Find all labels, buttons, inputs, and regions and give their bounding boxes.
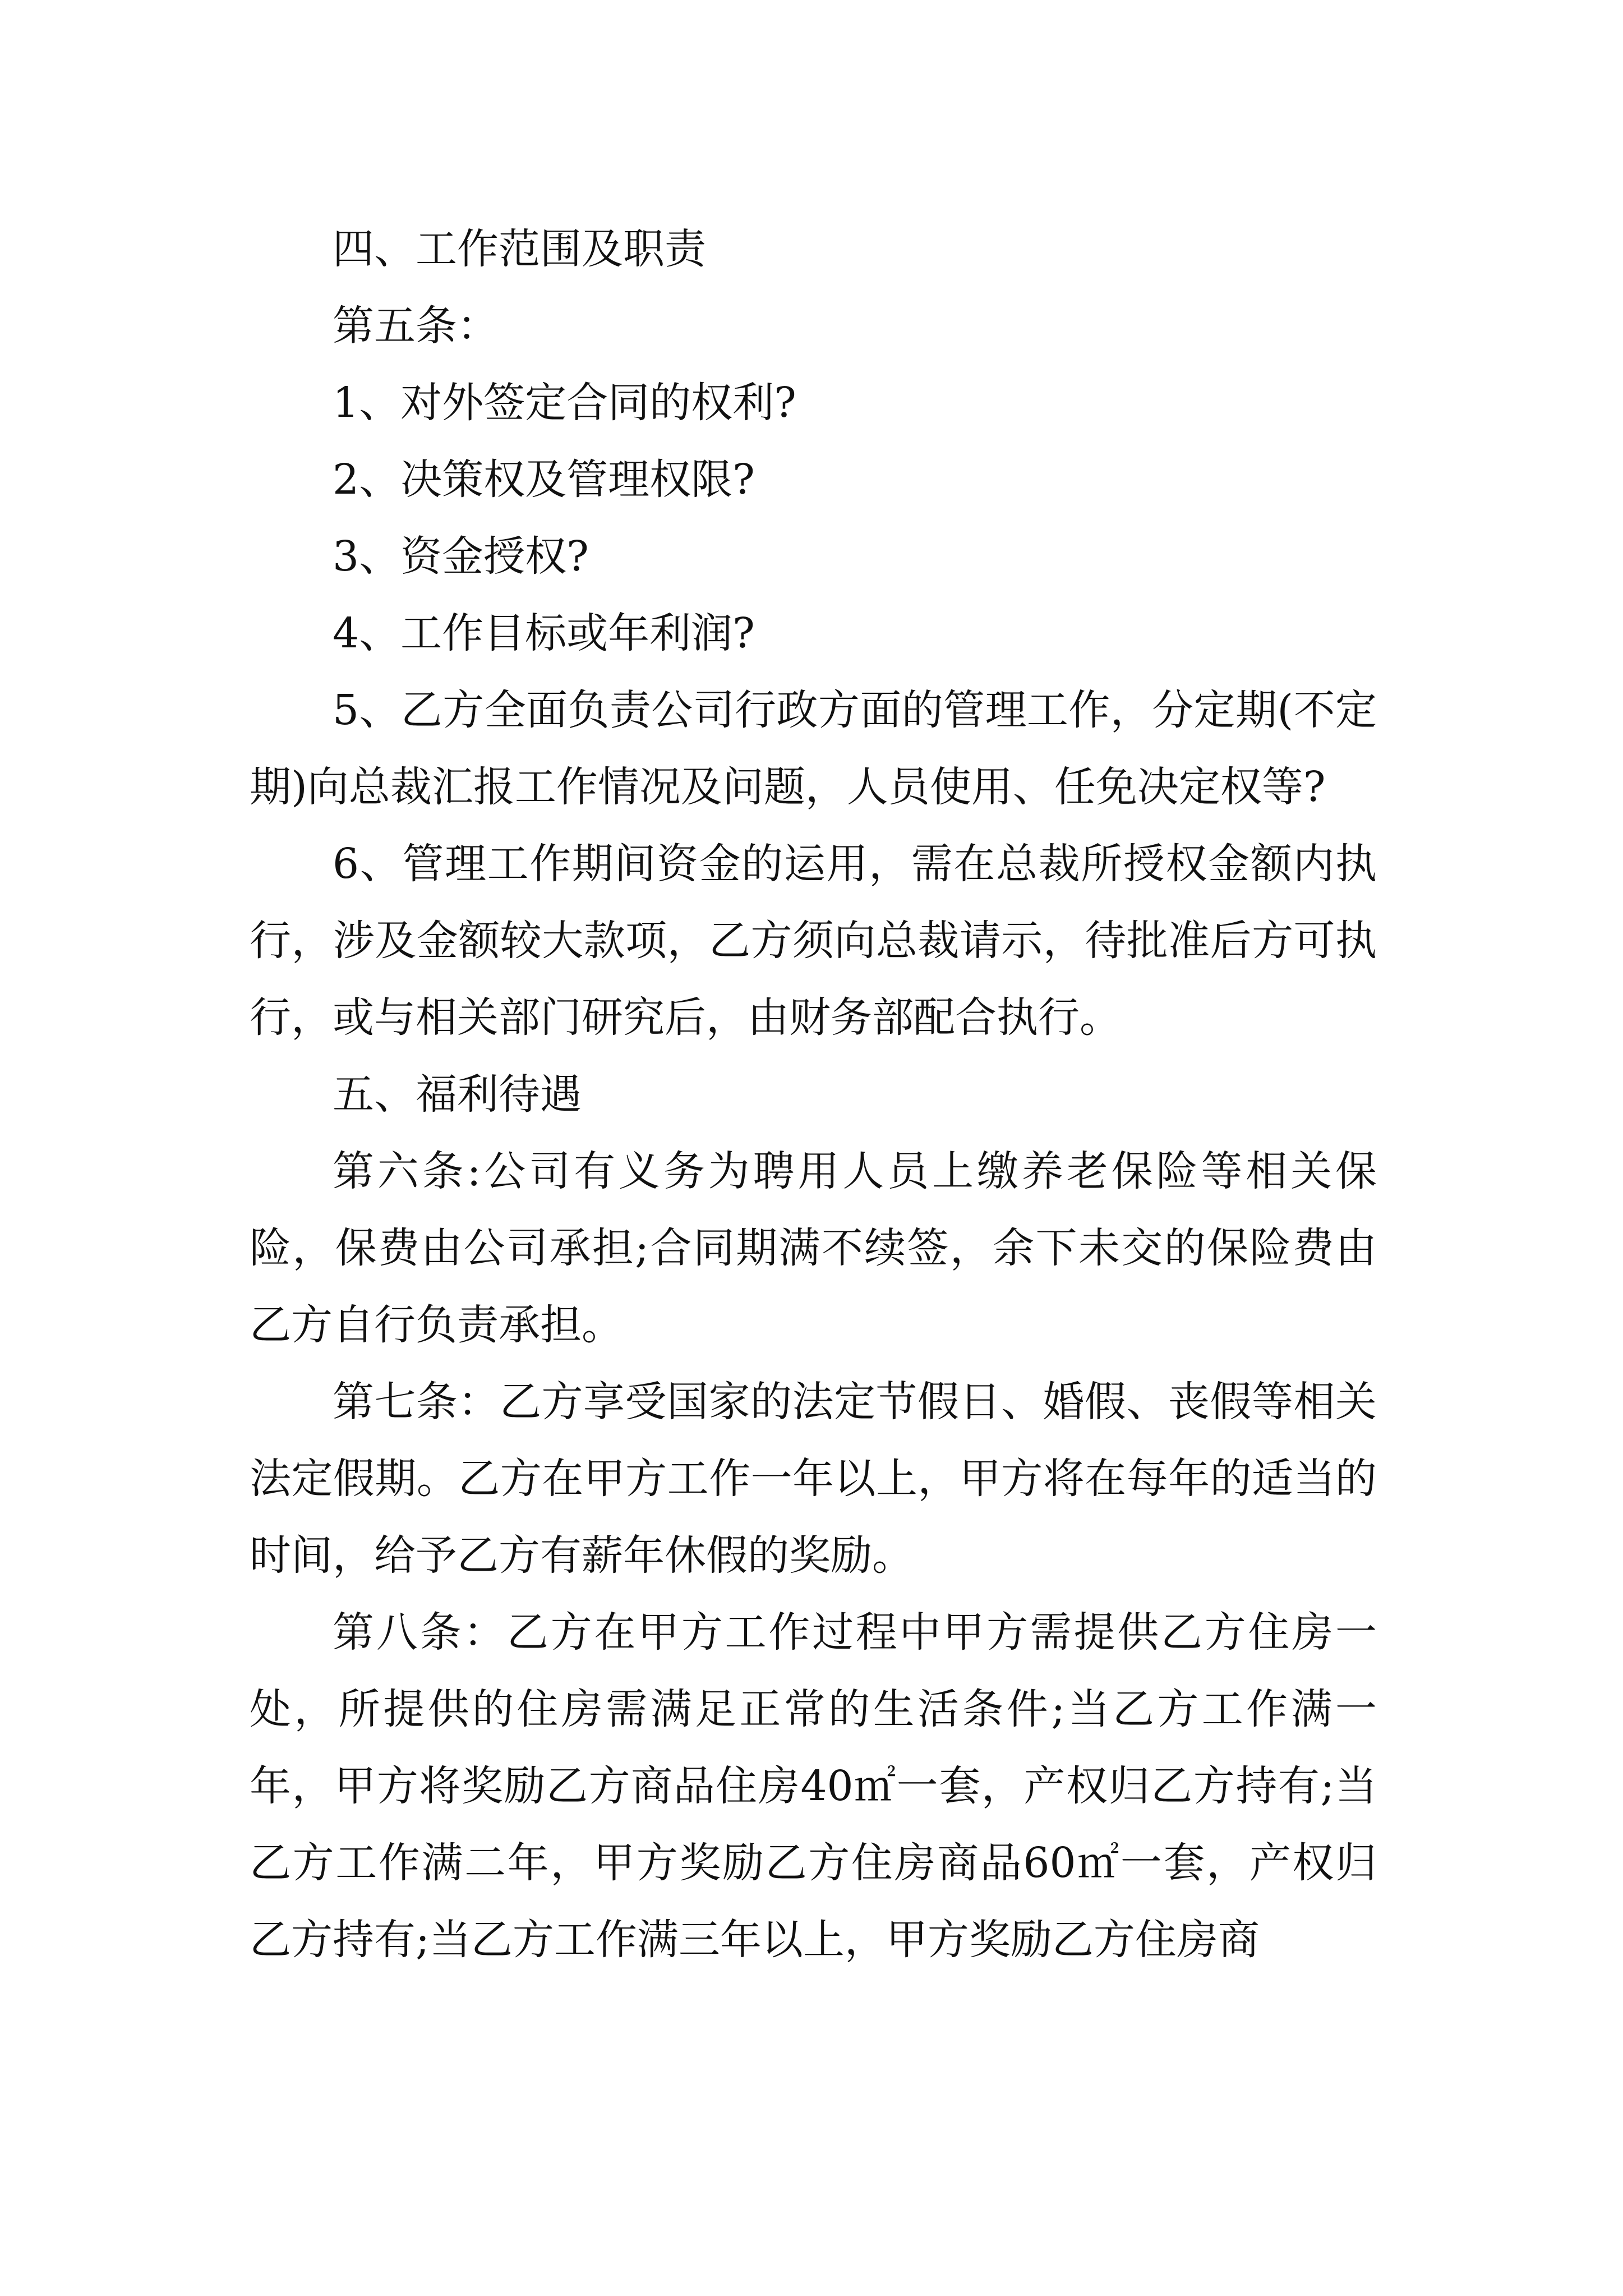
list-item-fund-authorization: 3、资金授权? (333, 532, 589, 581)
list-item-work-targets: 4、工作目标或年利润? (333, 609, 755, 657)
list-item-contract-rights: 1、对外签定合同的权利? (333, 379, 796, 427)
section-heading-scope: 四、工作范围及职责 (333, 225, 706, 273)
article-six-paragraph: 第六条:公司有义务为聘用人员上缴养老保险等相关保险，保费由公司承担;合同期满不续签，余下未交的保险费由乙方自行负责承担。 (250, 1147, 1377, 1349)
list-item-decision-authority: 2、决策权及管理权限? (333, 455, 755, 504)
article-five-heading: 第五条： (333, 302, 499, 350)
article-eight-paragraph: 第八条：乙方在甲方工作过程中甲方需提供乙方住房一处，所提供的住房需满足正常的生活条件;当乙方工作满一年，甲方将奖励乙方商品住房40㎡一套，产权归乙方持有;当乙方工作满二年，甲方奖励乙方住房商品60㎡一套，产权归乙方持有;当乙方工作满三年以上，甲方奖励乙方住房商 (250, 1608, 1377, 1964)
list-item-fund-usage: 6、管理工作期间资金的运用，需在总裁所授权金额内执行，涉及金额较大款项，乙方须向总裁请示，待批准后方可执行，或与相关部门研究后，由财务部配合执行。 (250, 840, 1377, 1042)
list-item-admin-responsibility: 5、乙方全面负责公司行政方面的管理工作，分定期(不定期)向总裁汇报工作情况及问题，人员使用、任免决定权等? (250, 686, 1377, 811)
document-body (250, 211, 1377, 1978)
section-heading-benefits: 五、福利待遇 (333, 1070, 582, 1119)
article-seven-paragraph: 第七条：乙方享受国家的法定节假日、婚假、丧假等相关法定假期。乙方在甲方工作一年以上，甲方将在每年的适当的时间，给予乙方有薪年休假的奖励。 (250, 1378, 1377, 1580)
